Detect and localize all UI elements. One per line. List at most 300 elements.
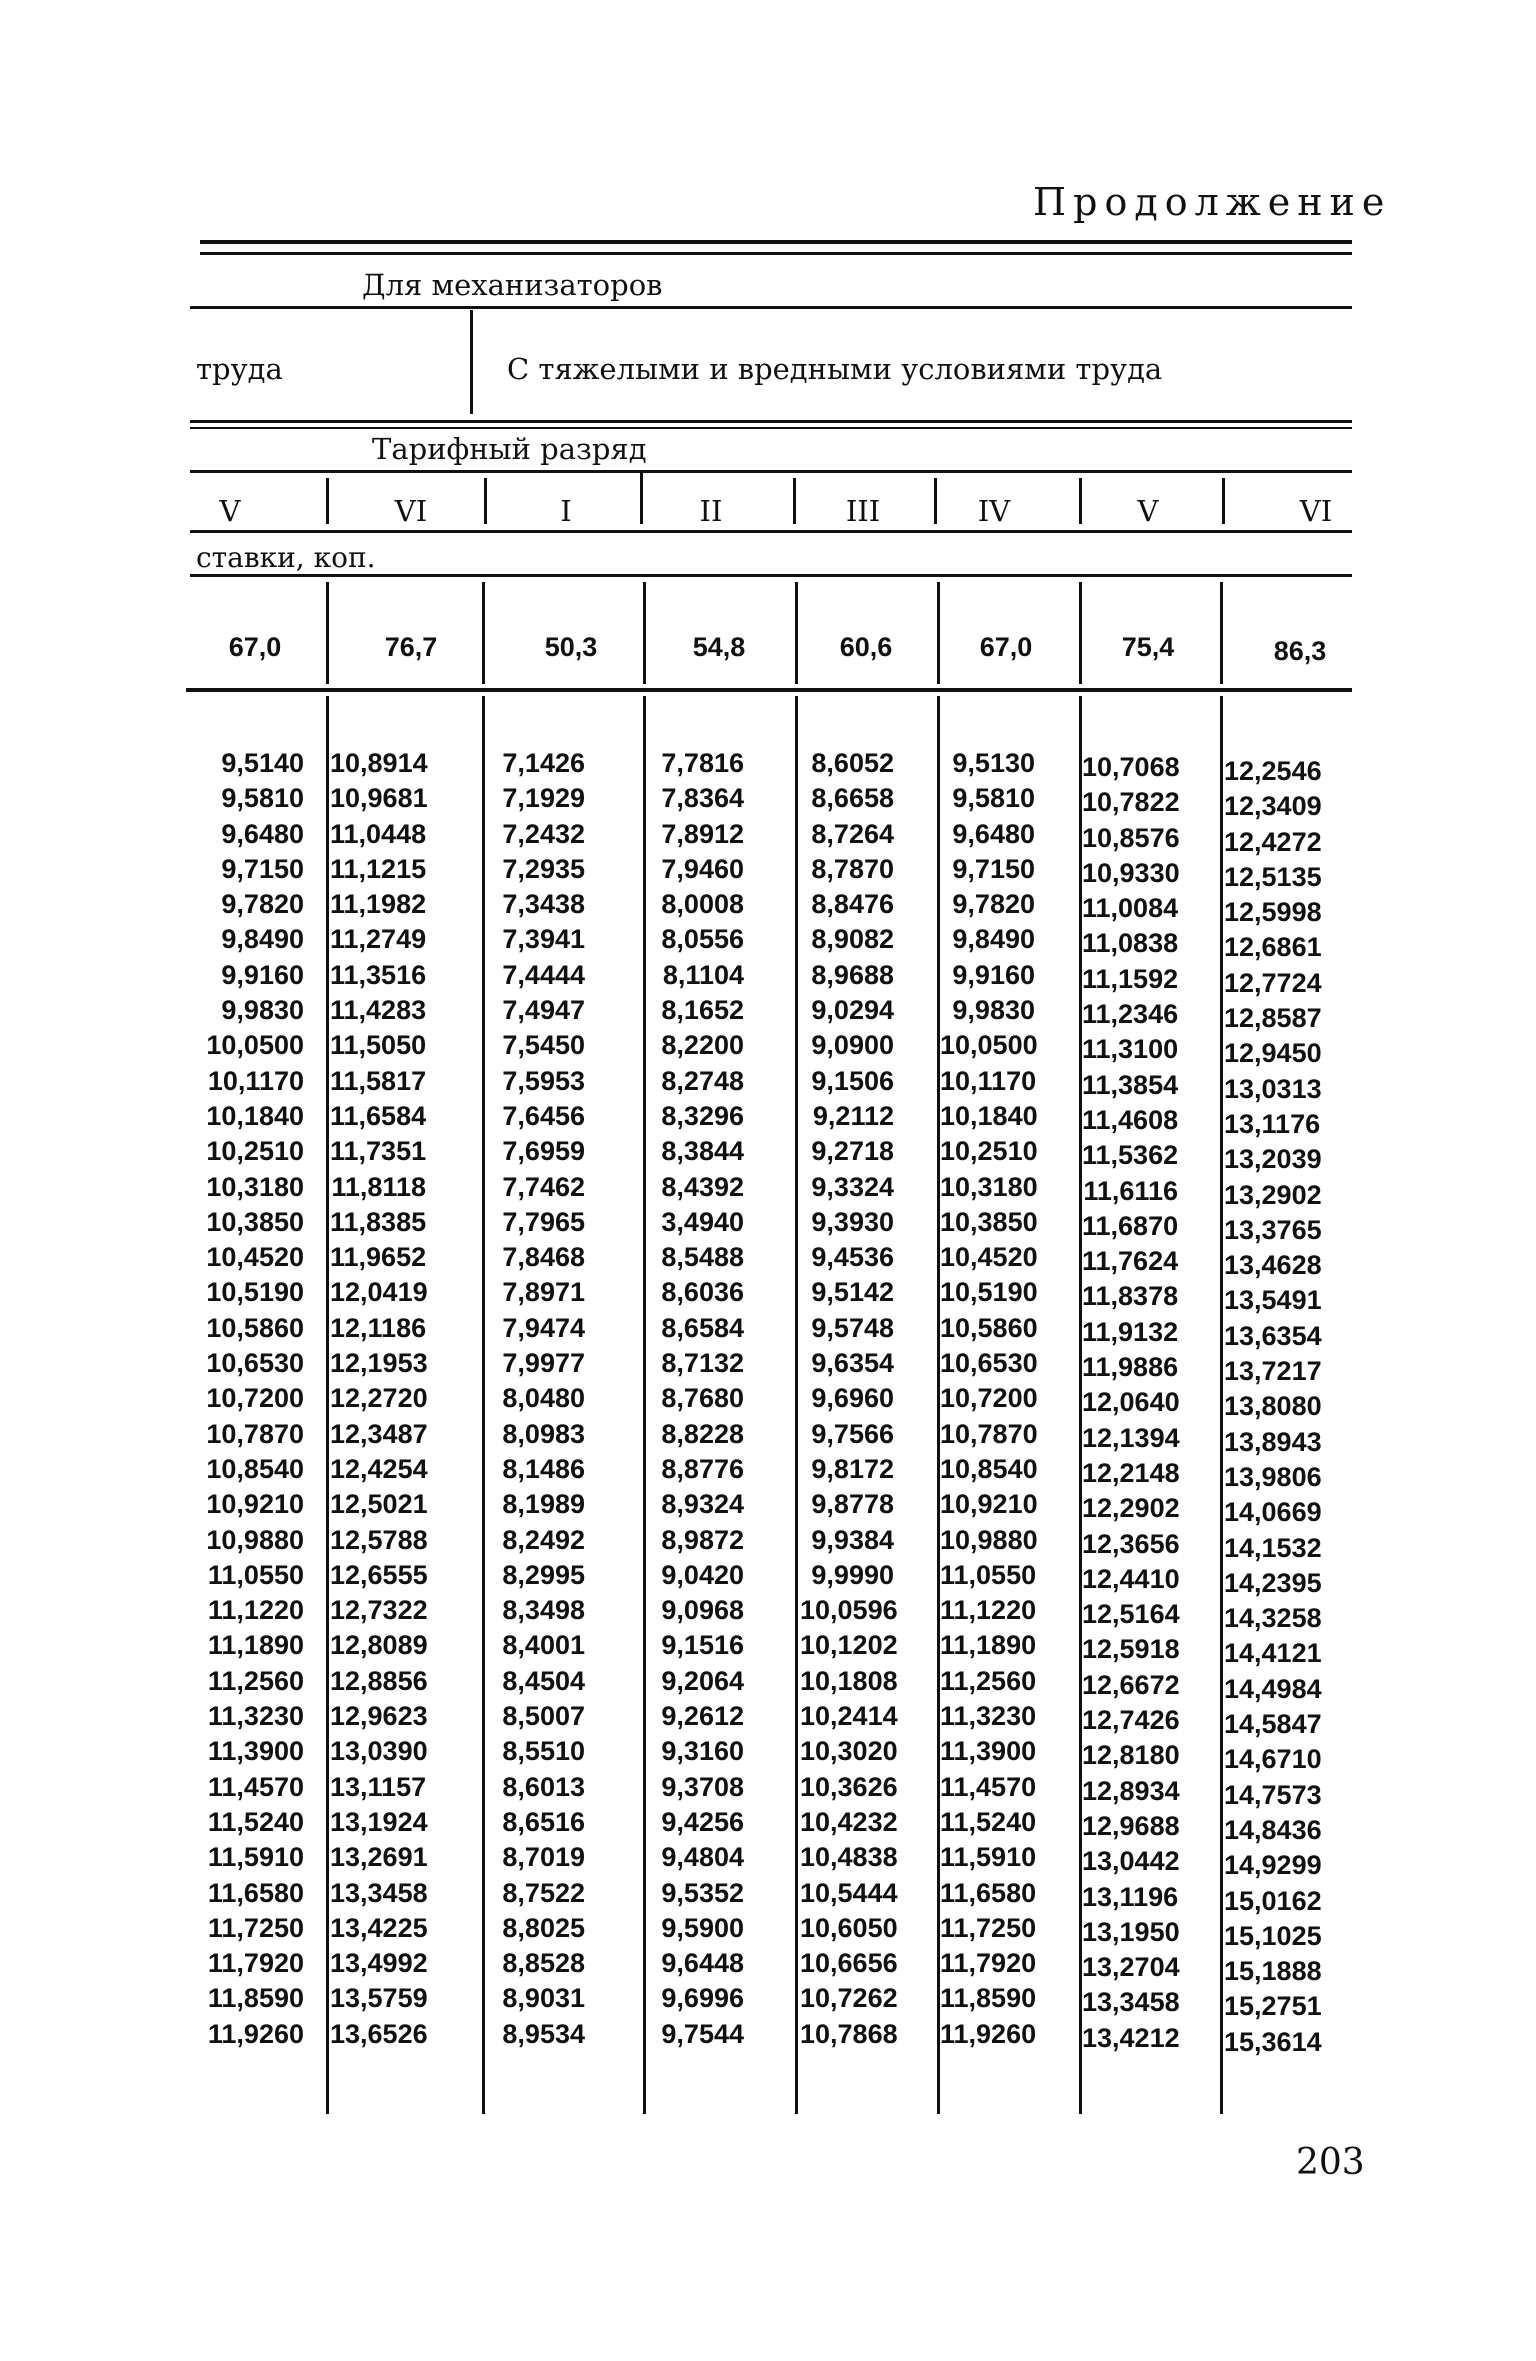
rate-divider (1220, 582, 1223, 684)
table-cell: 9,5140 (221, 748, 304, 778)
table-cell: 11,9886 (1082, 1352, 1179, 1383)
table-cell: 9,9160 (952, 959, 1035, 990)
grade-cell: VI (394, 494, 428, 528)
table-cell: 8,0480 (502, 1383, 585, 1414)
table-cell: 12,8587 (1224, 1003, 1322, 1034)
table-cell: 10,2414 (800, 1701, 898, 1732)
table-cell: 13,5491 (1224, 1285, 1322, 1316)
grade-rule (190, 530, 1352, 533)
table-cell: 11,4608 (1082, 1104, 1179, 1135)
table-cell: 10,3850 (940, 1206, 1038, 1237)
table-cell: 9,6480 (952, 818, 1035, 849)
grade-divider (1079, 478, 1082, 524)
table-cell: 9,0968 (661, 1595, 744, 1626)
table-cell: 11,3900 (207, 1736, 304, 1767)
table-cell: 10,8540 (206, 1453, 304, 1484)
rate-divider (1079, 582, 1082, 684)
table-cell: 13,4225 (330, 1912, 428, 1943)
table-cell: 12,7426 (1082, 1705, 1180, 1736)
table-cell: 11,5362 (1082, 1140, 1179, 1171)
top-rule-1 (200, 240, 1352, 244)
table-cell: 10,6656 (800, 1948, 898, 1979)
table-cell: 7,1426 (502, 748, 585, 778)
table-cell: 10,3180 (206, 1171, 304, 1202)
table-cell: 12,2148 (1082, 1457, 1180, 1488)
table-cell: 11,4570 (207, 1771, 304, 1802)
table-cell: 9,2112 (812, 1100, 894, 1131)
table-cell: 13,2691 (330, 1842, 428, 1873)
table-cell: 9,0900 (811, 1030, 894, 1061)
table-cell: 14,3258 (1224, 1603, 1322, 1634)
table-cell: 12,1953 (330, 1348, 428, 1379)
table-cell: 9,7566 (811, 1418, 894, 1449)
table-cell: 8,6013 (502, 1771, 585, 1802)
table-cell: 10,5190 (206, 1277, 304, 1308)
table-cell: 8,4001 (502, 1630, 585, 1661)
table-cell: 10,5444 (800, 1877, 898, 1908)
data-column-1 (190, 746, 304, 2052)
table-cell: 9,9830 (952, 995, 1035, 1026)
table-cell: 9,9990 (811, 1559, 894, 1590)
table-cell: 11,5817 (330, 1065, 427, 1096)
table-cell: 9,9160 (221, 959, 304, 990)
table-cell: 8,6052 (811, 748, 894, 778)
table-cell: 9,9384 (811, 1524, 894, 1555)
hourly-rate: 50,3 (544, 632, 598, 662)
table-cell: 10,2510 (206, 1136, 304, 1167)
table-cell: 7,3438 (502, 889, 585, 920)
table-cell: 12,7724 (1224, 967, 1322, 998)
table-cell: 3,4940 (661, 1206, 744, 1237)
data-column-7 (1082, 750, 1178, 2056)
table-cell: 10,2510 (940, 1136, 1038, 1167)
table-cell: 10,3850 (206, 1206, 304, 1237)
data-column-3 (490, 746, 585, 2052)
table-cell: 7,6456 (502, 1100, 585, 1131)
header-rule-1 (190, 306, 1352, 309)
table-cell: 12,8089 (330, 1630, 428, 1661)
table-cell: 12,6555 (330, 1559, 428, 1590)
table-cell: 9,5810 (952, 783, 1035, 814)
table-cell: 8,1104 (662, 959, 744, 990)
table-cell: 9,5748 (811, 1312, 894, 1343)
table-cell: 14,0669 (1224, 1497, 1322, 1528)
table-cell: 13,2704 (1082, 1952, 1180, 1983)
table-cell: 8,4504 (502, 1665, 585, 1696)
table-cell: 10,1202 (800, 1630, 898, 1661)
rate-divider (795, 582, 798, 684)
table-cell: 11,3230 (940, 1701, 1037, 1732)
table-cell: 10,7822 (1082, 787, 1180, 818)
table-cell: 10,1840 (940, 1100, 1038, 1131)
table-cell: 8,8528 (502, 1948, 585, 1979)
table-cell: 12,3656 (1082, 1528, 1180, 1559)
table-cell: 11,7351 (330, 1136, 427, 1167)
table-cell: 14,7573 (1224, 1779, 1322, 1810)
table-cell: 10,3180 (940, 1171, 1038, 1202)
table-cell: 7,6959 (502, 1136, 585, 1167)
table-cell: 14,8436 (1224, 1814, 1322, 1845)
table-cell: 12,6861 (1224, 932, 1322, 963)
table-cell: 9,2064 (661, 1665, 744, 1696)
table-cell: 13,6354 (1224, 1320, 1322, 1351)
table-cell: 13,1196 (1082, 1881, 1179, 1912)
table-cell: 8,0556 (661, 924, 744, 955)
table-cell: 8,7680 (661, 1383, 744, 1414)
table-cell: 8,6516 (502, 1806, 585, 1837)
table-cell: 13,3458 (330, 1877, 428, 1908)
table-cell: 7,8364 (661, 783, 744, 814)
hourly-rate: 86,3 (1273, 636, 1327, 666)
table-cell: 8,5007 (502, 1701, 585, 1732)
table-cell: 10,5860 (940, 1312, 1038, 1343)
body-divider (795, 696, 798, 2114)
table-cell: 13,5759 (330, 1983, 428, 2014)
table-cell: 12,3487 (330, 1418, 428, 1449)
table-cell: 8,1989 (502, 1489, 585, 1520)
table-cell: 8,7019 (502, 1842, 585, 1873)
table-cell: 10,7200 (206, 1383, 304, 1414)
table-cell: 8,8228 (661, 1418, 744, 1449)
table-cell: 10,0500 (940, 1030, 1038, 1061)
grade-cell: V (1137, 494, 1159, 528)
table-cell: 11,6580 (940, 1877, 1037, 1908)
group-title: Для механизаторов (362, 268, 663, 302)
table-cell: 13,4992 (330, 1948, 428, 1979)
table-cell: 13,0390 (330, 1736, 428, 1767)
body-divider (482, 696, 485, 2114)
continuation-heading: Продолжение (1033, 180, 1392, 224)
grade-cell: VI (1299, 494, 1333, 528)
table-cell: 12,2902 (1082, 1493, 1180, 1524)
table-cell: 7,9474 (502, 1312, 585, 1343)
table-cell: 9,6448 (661, 1948, 744, 1979)
grade-cell: I (560, 494, 572, 528)
table-cell: 11,9652 (330, 1242, 427, 1273)
table-cell: 8,4392 (661, 1171, 744, 1202)
table-cell: 11,1592 (1082, 963, 1179, 994)
table-cell: 11,5910 (207, 1842, 304, 1873)
table-cell: 9,4804 (661, 1842, 744, 1873)
grade-cell: V (219, 494, 241, 528)
table-cell: 7,8912 (661, 818, 744, 849)
table-cell: 7,4947 (502, 995, 585, 1026)
table-cell: 9,3930 (811, 1206, 894, 1237)
grade-divider (326, 478, 329, 524)
table-cell: 11,9132 (1082, 1316, 1179, 1347)
table-cell: 13,4628 (1224, 1250, 1322, 1281)
data-column-6 (940, 746, 1038, 2052)
table-cell: 8,8025 (502, 1912, 585, 1943)
table-cell: 9,3324 (811, 1171, 894, 1202)
table-cell: 10,7068 (1082, 752, 1180, 782)
table-cell: 13,7217 (1224, 1356, 1322, 1387)
table-cell: 10,4520 (940, 1242, 1038, 1273)
table-cell: 7,1929 (502, 783, 585, 814)
body-divider (643, 696, 646, 2114)
table-cell: 10,7200 (940, 1383, 1038, 1414)
table-cell: 10,9330 (1082, 857, 1180, 888)
table-cell: 15,1888 (1224, 1956, 1322, 1987)
table-cell: 8,3844 (661, 1136, 744, 1167)
table-cell: 10,9880 (206, 1524, 304, 1555)
table-cell: 13,1176 (1224, 1108, 1321, 1139)
table-cell: 9,0420 (661, 1559, 744, 1590)
rates-rule (190, 574, 1352, 577)
table-cell: 8,8776 (661, 1453, 744, 1484)
table-cell: 12,3409 (1224, 791, 1322, 822)
table-cell: 11,3230 (207, 1701, 304, 1732)
table-cell: 11,8378 (1082, 1281, 1179, 1312)
table-cell: 12,8934 (1082, 1775, 1180, 1806)
table-cell: 8,7522 (502, 1877, 585, 1908)
table-cell: 10,6530 (206, 1348, 304, 1379)
table-cell: 8,7870 (811, 853, 894, 884)
table-cell: 8,7132 (661, 1348, 744, 1379)
table-cell: 12,9688 (1082, 1810, 1180, 1841)
table-cell: 9,5130 (952, 748, 1035, 778)
table-cell: 11,5050 (330, 1030, 427, 1061)
table-cell: 15,2751 (1224, 1991, 1322, 2022)
table-cell: 11,3516 (330, 959, 427, 990)
table-cell: 9,7820 (221, 889, 304, 920)
table-cell: 13,3458 (1082, 1987, 1180, 2018)
header-divider (470, 310, 473, 414)
table-cell: 11,8590 (940, 1983, 1037, 2014)
hourly-rate: 75,4 (1121, 632, 1175, 662)
table-cell: 8,9534 (502, 2018, 585, 2049)
table-cell: 9,3160 (661, 1736, 744, 1767)
header-rule-3 (190, 470, 1352, 473)
table-cell: 9,8172 (811, 1453, 894, 1484)
table-cell: 13,4212 (1082, 2022, 1180, 2053)
table-cell: 12,9450 (1224, 1038, 1322, 1069)
hourly-rate: 67,0 (979, 632, 1033, 662)
table-cell: 8,7264 (811, 818, 894, 849)
table-cell: 12,4254 (330, 1453, 428, 1484)
table-cell: 10,9681 (330, 783, 428, 814)
table-cell: 9,5900 (661, 1912, 744, 1943)
table-cell: 10,4520 (206, 1242, 304, 1273)
table-cell: 9,4536 (811, 1242, 894, 1273)
page-number: 203 (1296, 2142, 1365, 2183)
table-cell: 11,7250 (207, 1912, 304, 1943)
table-cell: 10,4232 (800, 1806, 898, 1837)
table-cell: 7,7816 (661, 748, 744, 778)
table-cell: 9,7820 (952, 889, 1035, 920)
table-cell: 10,5190 (940, 1277, 1038, 1308)
header-rule-2b (190, 427, 1352, 429)
grade-divider (934, 478, 937, 524)
table-cell: 7,7965 (502, 1206, 585, 1237)
table-cell: 11,6580 (207, 1877, 304, 1908)
body-divider (1220, 696, 1223, 2114)
table-cell: 12,5788 (330, 1524, 428, 1555)
table-cell: 9,5810 (221, 783, 304, 814)
table-cell: 9,3708 (661, 1771, 744, 1802)
grade-divider (484, 478, 487, 524)
table-cell: 10,6530 (940, 1348, 1038, 1379)
data-column-2 (330, 746, 426, 2052)
table-cell: 9,6960 (811, 1383, 894, 1414)
header-rule-2 (190, 420, 1352, 423)
table-cell: 8,3296 (661, 1100, 744, 1131)
table-cell: 9,2718 (811, 1136, 894, 1167)
table-cell: 8,0008 (661, 889, 744, 920)
table-cell: 13,0442 (1082, 1846, 1180, 1877)
top-rule-2 (200, 252, 1352, 255)
table-cell: 8,2200 (661, 1030, 744, 1061)
table-cell: 10,9210 (940, 1489, 1038, 1520)
table-cell: 7,8971 (502, 1277, 585, 1308)
table-cell: 13,9806 (1224, 1461, 1322, 1492)
body-divider (326, 696, 329, 2114)
table-cell: 12,1186 (330, 1312, 427, 1343)
table-cell: 8,5510 (502, 1736, 585, 1767)
table-cell: 8,3498 (502, 1595, 585, 1626)
table-cell: 11,4570 (940, 1771, 1037, 1802)
table-cell: 11,8118 (331, 1171, 426, 1202)
table-cell: 10,0596 (800, 1595, 898, 1626)
table-cell: 11,2560 (940, 1665, 1037, 1696)
table-cell: 11,6870 (1082, 1210, 1179, 1241)
table-cell: 8,9872 (661, 1524, 744, 1555)
table-cell: 10,3020 (800, 1736, 898, 1767)
table-cell: 11,5240 (207, 1806, 304, 1837)
table-cell: 9,2612 (661, 1701, 744, 1732)
table-cell: 9,1506 (811, 1065, 894, 1096)
table-cell: 12,5998 (1224, 897, 1322, 928)
table-cell: 12,0419 (330, 1277, 428, 1308)
table-cell: 9,9830 (221, 995, 304, 1026)
table-cell: 7,4444 (502, 959, 585, 990)
grade-cell: IV (977, 494, 1011, 528)
table-cell: 11,3900 (940, 1736, 1037, 1767)
table-cell: 12,5918 (1082, 1634, 1180, 1665)
table-cell: 11,4283 (330, 995, 427, 1026)
table-cell: 7,7462 (502, 1171, 585, 1202)
rates-label: ставки, коп. (196, 541, 376, 574)
tariff-grade-label: Тарифный разряд (372, 432, 647, 466)
table-cell: 7,5450 (502, 1030, 585, 1061)
table-cell: 13,6526 (330, 2018, 428, 2049)
table-cell: 9,1516 (661, 1630, 744, 1661)
hourly-rate: 76,7 (384, 632, 438, 662)
table-cell: 11,5910 (940, 1842, 1037, 1873)
grade-divider (793, 478, 796, 524)
table-cell: 8,1486 (502, 1453, 585, 1484)
table-cell: 9,5352 (661, 1877, 744, 1908)
table-cell: 9,7150 (952, 853, 1035, 884)
table-cell: 11,7624 (1082, 1246, 1179, 1277)
grade-cell: III (845, 494, 881, 528)
table-cell: 9,0294 (811, 995, 894, 1026)
table-cell: 11,1220 (940, 1595, 1037, 1626)
hourly-rate: 67,0 (228, 632, 282, 662)
table-cell: 15,1025 (1224, 1920, 1322, 1951)
table-cell: 12,1394 (1082, 1422, 1180, 1453)
table-cell: 11,0084 (1082, 893, 1179, 924)
table-cell: 11,0838 (1082, 928, 1179, 959)
table-cell: 10,9880 (940, 1524, 1038, 1555)
table-cell: 12,9623 (330, 1701, 428, 1732)
table-cell: 8,1652 (661, 995, 744, 1026)
table-cell: 10,0500 (206, 1030, 304, 1061)
table-cell: 15,0162 (1224, 1885, 1322, 1916)
grade-divider (1222, 478, 1225, 524)
table-cell: 8,9324 (661, 1489, 744, 1520)
rate-divider (326, 582, 329, 684)
table-cell: 7,5953 (502, 1065, 585, 1096)
table-cell: 10,8914 (330, 748, 428, 778)
table-cell: 12,4272 (1224, 826, 1322, 857)
table-cell: 11,7920 (207, 1948, 304, 1979)
table-cell: 11,3854 (1082, 1069, 1179, 1100)
table-cell: 14,2395 (1224, 1567, 1322, 1598)
table-cell: 11,0448 (330, 818, 427, 849)
table-cell: 11,0550 (207, 1559, 304, 1590)
table-cell: 11,1982 (330, 889, 427, 920)
table-cell: 12,7322 (330, 1595, 428, 1626)
table-cell: 11,2346 (1082, 999, 1179, 1030)
table-cell: 12,5164 (1082, 1599, 1180, 1630)
table-cell: 14,4984 (1224, 1673, 1322, 1704)
table-cell: 10,4838 (800, 1842, 898, 1873)
table-cell: 10,1170 (940, 1065, 1037, 1096)
table-cell: 11,8590 (207, 1983, 304, 2014)
table-cell: 13,8080 (1224, 1391, 1322, 1422)
table-cell: 11,7250 (940, 1912, 1037, 1943)
grade-divider (640, 472, 643, 524)
table-cell: 13,8943 (1224, 1426, 1322, 1457)
table-cell: 14,1532 (1224, 1532, 1322, 1563)
table-cell: 8,6658 (811, 783, 894, 814)
table-cell: 12,0640 (1082, 1387, 1180, 1418)
table-cell: 8,5488 (661, 1242, 744, 1273)
table-cell: 7,3941 (502, 924, 585, 955)
table-cell: 12,5135 (1224, 861, 1322, 892)
table-cell: 10,1808 (800, 1665, 898, 1696)
table-cell: 13,3765 (1224, 1214, 1322, 1245)
table-cell: 7,2432 (502, 818, 585, 849)
rates-bottom-rule (186, 688, 1352, 692)
table-cell: 9,6996 (661, 1983, 744, 2014)
table-cell: 9,6480 (221, 818, 304, 849)
table-cell: 11,8385 (330, 1206, 427, 1237)
table-cell: 8,2748 (661, 1065, 744, 1096)
table-cell: 9,7544 (661, 2018, 744, 2049)
table-cell: 9,7150 (221, 853, 304, 884)
data-column-4 (650, 746, 744, 2052)
table-cell: 8,2492 (502, 1524, 585, 1555)
table-cell: 11,1890 (207, 1630, 304, 1661)
table-cell: 10,1840 (206, 1100, 304, 1131)
table-cell: 8,8476 (811, 889, 894, 920)
table-cell: 11,0550 (940, 1559, 1037, 1590)
table-cell: 7,8468 (502, 1242, 585, 1273)
table-cell: 12,2720 (330, 1383, 428, 1414)
table-cell: 10,6050 (800, 1912, 898, 1943)
table-cell: 11,2749 (330, 924, 427, 955)
labor-label: труда (196, 352, 283, 386)
table-cell: 12,6672 (1082, 1669, 1180, 1700)
table-cell: 14,6710 (1224, 1744, 1322, 1775)
table-cell: 15,3614 (1224, 2026, 1322, 2057)
table-cell: 11,5240 (940, 1806, 1037, 1837)
table-cell: 11,6584 (330, 1100, 427, 1131)
table-cell: 9,8490 (952, 924, 1035, 955)
rate-divider (643, 582, 646, 684)
